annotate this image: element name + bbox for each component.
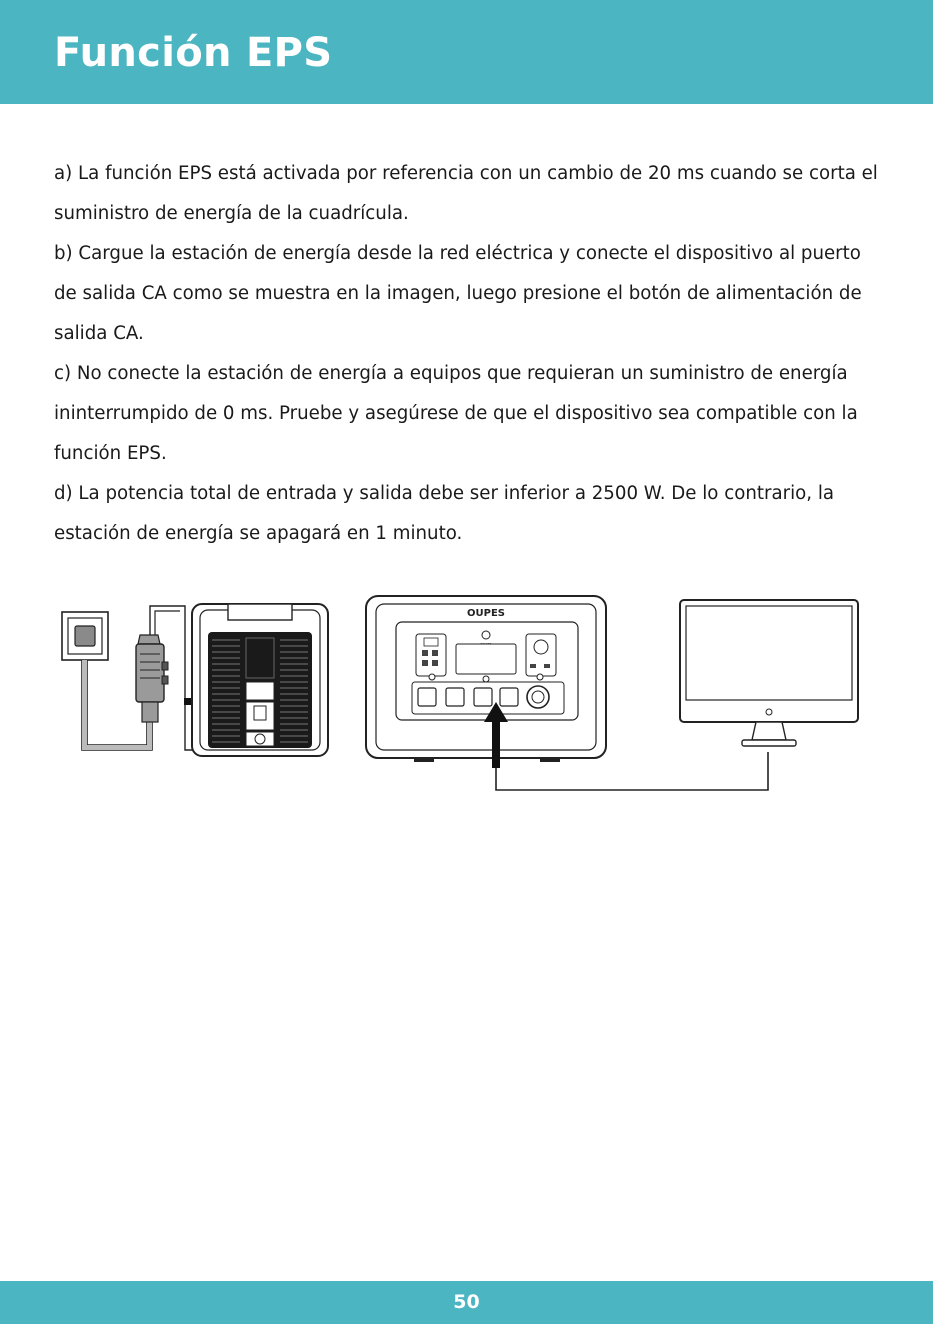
instruction-d: d) La potencia total de entrada y salida debe ser inferior a 2500 W. De lo contrario, la estación de energía se apagará en 1 minuto.	[54, 483, 835, 544]
instruction-a: a) La función EPS está activada por referencia con un cambio de 20 ms cuando se corta el suministro de energía de la cuadrícula.	[54, 163, 878, 224]
power-station-rear-icon	[192, 604, 328, 756]
instructions	[54, 154, 884, 554]
page-footer	[0, 1281, 933, 1324]
page-number: 50	[453, 1291, 480, 1313]
monitor-icon	[680, 600, 858, 746]
instruction-c: c) No conecte la estación de energía a equipos que requieran un suministro de energía ininterrumpido de 0 ms. Pruebe y asegúrese de que el dispositivo sea compatible con la función EPS.	[54, 363, 858, 464]
eps-connection-diagram	[0, 590, 933, 800]
wall-outlet-icon	[62, 612, 108, 660]
power-plug-icon	[136, 635, 168, 722]
instruction-b: b) Cargue la estación de energía desde la red eléctrica y conecte el dispositivo al puerto de salida CA como se muestra en la imagen, luego presione el botón de alimentación de salida CA.	[54, 243, 862, 344]
power-station-front-icon	[366, 596, 606, 762]
brand-logo: OUPES	[467, 608, 505, 619]
page-header	[0, 0, 933, 104]
page-title: Función EPS	[54, 30, 333, 76]
